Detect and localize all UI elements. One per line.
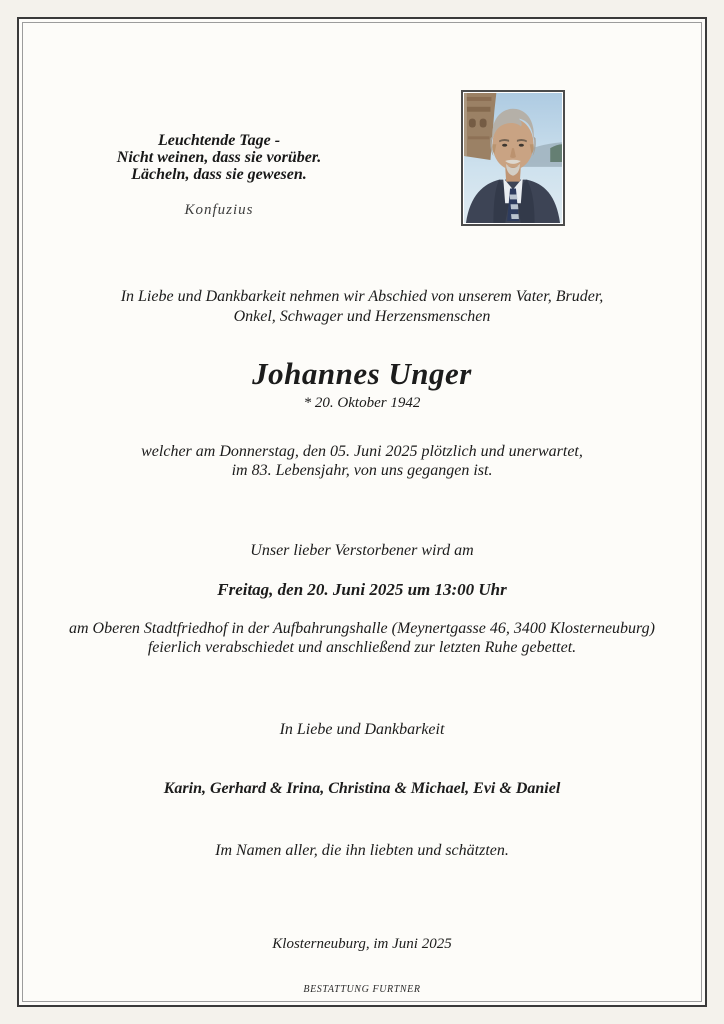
ceremony-location-line-2: feierlich verabschiedet und anschließend zur letzten Ruhe gebettet. bbox=[147, 639, 577, 656]
funeral-home-name: BESTATTUNG FURTNER bbox=[303, 984, 421, 995]
quote-line-1: Leuchtende Tage - bbox=[157, 132, 281, 149]
deceased-name: Johannes Unger bbox=[252, 356, 472, 391]
quote-line-2: Nicht weinen, dass sie vorüber. bbox=[116, 149, 322, 166]
farewell-intro-line-2: Onkel, Schwager und Herzensmenschen bbox=[233, 308, 491, 325]
portrait-photo-image bbox=[464, 93, 562, 223]
ceremony-location bbox=[25, 619, 699, 657]
deceased-birth-date: * 20. Oktober 1942 bbox=[303, 395, 421, 411]
death-notice-line-1: welcher am Donnerstag, den 05. Juni 2025 plötzlich und unerwartet, bbox=[141, 443, 583, 460]
place-and-date: Klosterneuburg, im Juni 2025 bbox=[272, 936, 452, 952]
closing-gratitude: In Liebe und Dankbarkeit bbox=[279, 721, 445, 738]
in-name-of-all: Im Namen aller, die ihn liebten und schätzten. bbox=[215, 842, 509, 859]
ceremony-location-line-1: am Oberen Stadtfriedhof in der Aufbahrungshalle (Meynertgasse 46, 3400 Klosterneuburg) bbox=[68, 620, 655, 637]
ceremony-datetime: Freitag, den 20. Juni 2025 um 13:00 Uhr bbox=[217, 580, 507, 599]
family-names: Karin, Gerhard & Irina, Christina & Michael, Evi & Daniel bbox=[163, 780, 561, 797]
ceremony-intro: Unser lieber Verstorbener wird am bbox=[250, 542, 474, 559]
death-notice-line-2: im 83. Lebensjahr, von uns gegangen ist. bbox=[231, 462, 493, 479]
memorial-quote bbox=[25, 132, 413, 183]
portrait-photo bbox=[461, 90, 565, 226]
farewell-intro bbox=[25, 287, 699, 327]
farewell-intro-line-1: In Liebe und Dankbarkeit nehmen wir Abschied von unserem Vater, Bruder, bbox=[120, 288, 604, 305]
death-notice bbox=[25, 442, 699, 480]
quote-attribution: Konfuzius bbox=[184, 202, 254, 218]
quote-line-3: Lächeln, dass sie gewesen. bbox=[131, 166, 307, 183]
